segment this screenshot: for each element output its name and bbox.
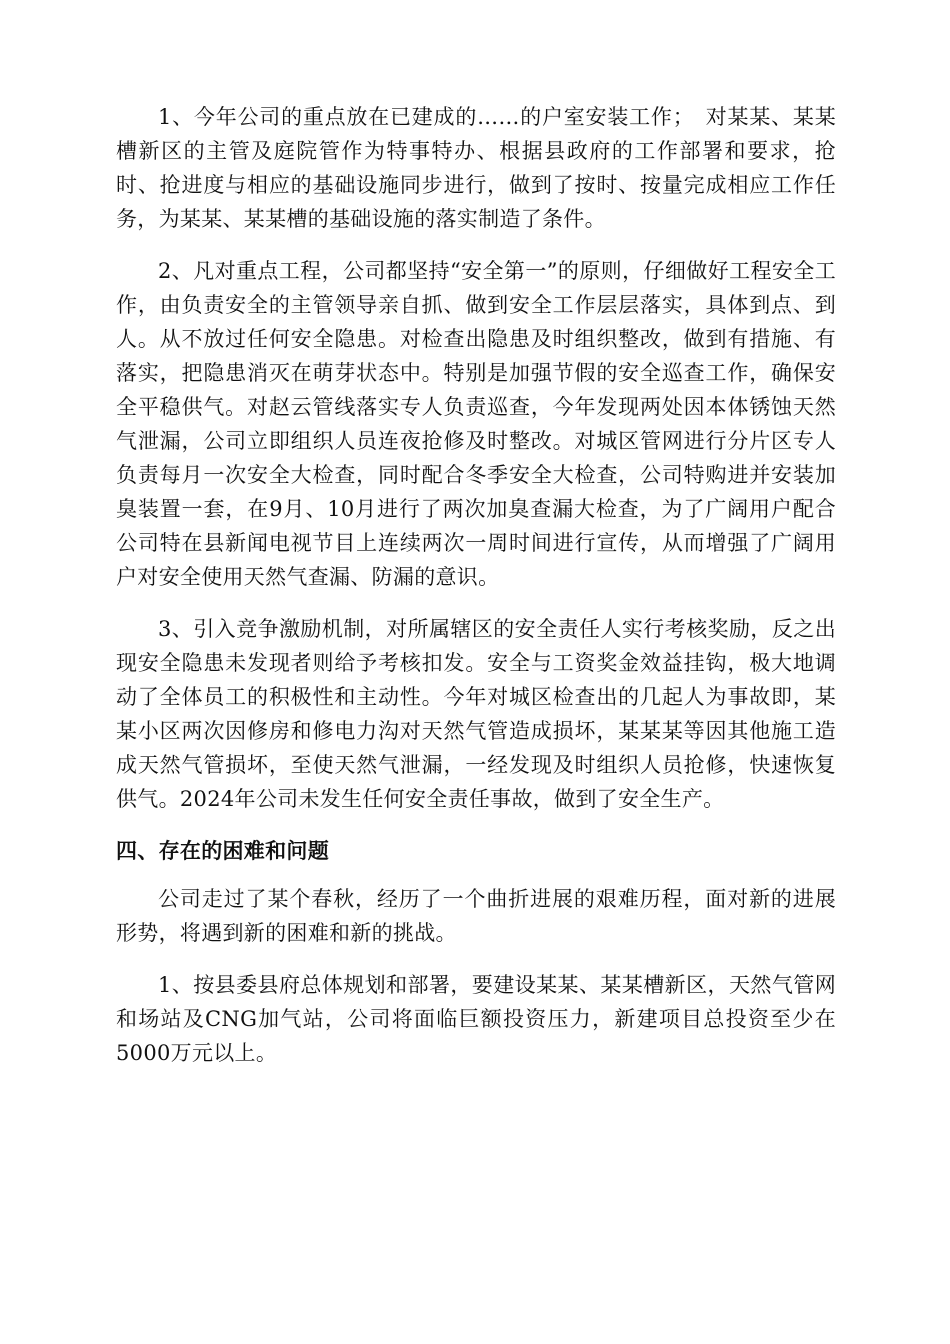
paragraph-item-1-installation: 1、今年公司的重点放在已建成的……的户室安装工作； 对某某、某某槽新区的主管及庭院管作为特事特办、根据县政府的工作部署和要求，抢时、抢进度与相应的基础设施同步进行，做到了按时、按量完成相应工作任务，为某某、某某槽的基础设施的落实制造了条件。 — [116, 105, 836, 231]
section-heading-difficulties: 四、存在的困难和问题 — [116, 839, 329, 863]
paragraph-item-2-safety: 2、凡对重点工程，公司都坚持“安全第一”的原则，仔细做好工程安全工作，由负责安全的主管领导亲自抓、做到安全工作层层落实，具体到点、到人。从不放过任何安全隐患。对检查出隐患及时组织整改，做到有措施、有落实，把隐患消灭在萌芽状态中。特别是加强节假的安全巡查工作，确保安全平稳供气。对赵云管线落实专人负责巡查，今年发现两处因本体锈蚀天然气泄漏，公司立即组织人员连夜抢修及时整改。对城区管网进行分片区专人负责每月一次安全大检查，同时配合冬季安全大检查，公司特购进并安装加臭装置一套，在9月、10月进行了两次加臭查漏大检查，为了广阔用户配合公司特在县新闻电视节目上连续两次一周时间进行宣传，从而增强了广阔用户对安全使用天然气查漏、防漏的意识。 — [116, 259, 836, 589]
paragraph-intro-challenges: 公司走过了某个春秋，经历了一个曲折进展的艰难历程，面对新的进展形势，将遇到新的困难和新的挑战。 — [116, 887, 836, 945]
document-page — [116, 100, 836, 1088]
paragraph-item-1-investment: 1、按县委县府总体规划和部署，要建设某某、某某槽新区，天然气管网和场站及CNG加气站，公司将面临巨额投资压力，新建项目总投资至少在5000万元以上。 — [116, 973, 836, 1065]
paragraph-item-3-incentive: 3、引入竞争激励机制，对所属辖区的安全责任人实行考核奖励，反之出现安全隐患未发现者则给予考核扣发。安全与工资奖金效益挂钩，极大地调动了全体员工的积极性和主动性。今年对城区检查出的几起人为事故即，某某小区两次因修房和修电力沟对天然气管造成损坏，某某某等因其他施工造成天然气管损坏，至使天然气泄漏，一经发现及时组织人员抢修，快速恢复供气。2024年公司未发生任何安全责任事故，做到了安全生产。 — [116, 617, 836, 811]
